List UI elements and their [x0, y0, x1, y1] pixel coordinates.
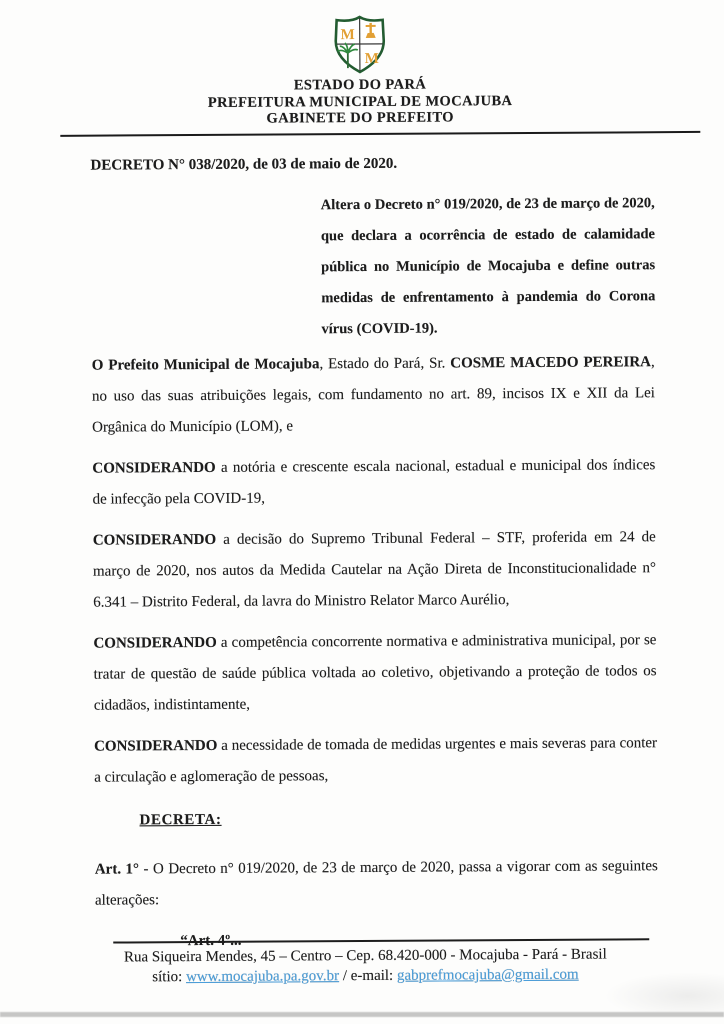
mayor-name: COSME MACEDO PEREIRA — [450, 353, 652, 371]
decree-body — [0, 132, 724, 957]
crest-monogram-right: M — [364, 50, 379, 67]
considerando-text: a necessidade de tomada de medidas urgentes e mais severas para conter a circulação e aglomeração de pessoas, — [94, 734, 658, 786]
considerando-paragraph — [93, 625, 657, 721]
header-municipality: PREFEITURA MUNICIPAL DE MOCAJUBA — [207, 92, 513, 111]
considerando-text: a competência concorrente normativa e administrativa municipal, por se tratar de questão de saúde pública voltada ao coletivo, objetivando a proteção de todos os cidadãos, indistintamente, — [93, 631, 657, 714]
article-1-paragraph — [95, 851, 658, 916]
considerando-paragraph — [93, 522, 657, 618]
considerando-paragraph — [92, 450, 655, 515]
decreta-label: DECRETA: — [139, 811, 222, 828]
article-1-text: - O Decreto n° 019/2020, de 23 de março de 2020, passa a vigorar com as seguintes alterações: — [94, 857, 658, 909]
letterhead — [0, 0, 722, 137]
crest-monogram-left: M — [340, 27, 355, 44]
site-link[interactable]: www.mocajuba.pa.gov.br — [185, 968, 340, 986]
email-label: / e-mail: — [339, 967, 398, 985]
scan-edge-artifact — [0, 1012, 724, 1017]
site-label: sítio: — [152, 969, 187, 986]
considerando-label: CONSIDERANDO — [93, 634, 217, 652]
considerando-paragraph — [94, 728, 657, 793]
considerando-label: CONSIDERANDO — [94, 737, 218, 755]
footer-address: Rua Siqueira Mendes, 45 – Centro – Cep. 68.420-000 - Mocajuba - Pará - Brasil — [123, 946, 607, 966]
preamble-mid: , Estado do Pará, Sr. — [319, 354, 451, 372]
preamble-paragraph — [92, 347, 656, 443]
considerando-text: a notória e crescente escala nacional, estadual e municipal dos índices de infecção pela COVID-19, — [92, 456, 656, 508]
scan-smudge — [604, 972, 724, 1012]
email-link[interactable]: gabprefmocajuba@gmail.com — [396, 966, 579, 984]
header-office: GABINETE DO PREFEITO — [266, 109, 454, 127]
article-1-label: Art. 1° — [94, 860, 140, 878]
preamble-mayor-title: O Prefeito Municipal de Mocajuba — [91, 355, 320, 374]
preamble-rest: , no uso das suas atribuições legais, com fundamento no art. 89, incisos IX e XII da Lei Orgânica do Município (LOM), e — [91, 353, 655, 436]
decree-summary: Altera o Decreto n° 019/2020, de 23 de março de 2020, que declara a ocorrência de estado de calamidade pública no Município de Mocajuba e define outras medidas de enfrentamento à pandemia do Corona vírus (COVID-19). — [320, 194, 656, 337]
header-state: ESTADO DO PARÁ — [293, 76, 427, 94]
considerando-label: CONSIDERANDO — [92, 531, 217, 549]
decreta-heading — [139, 802, 657, 836]
municipal-coat-of-arms — [325, 13, 395, 75]
decree-number: DECRETO N° 038/2020, de 03 de maio de 2020. — [90, 155, 398, 174]
considerando-label: CONSIDERANDO — [92, 459, 216, 477]
considerando-text: a decisão do Supremo Tribunal Federal – STF, proferida em 24 de março de 2020, nos autos da Medida Cautelar na Ação Direta de Inconstitucionalidade n° 6.341 – Distrito Federal, da lavra do Ministro Relator Marco Aurélio, — [92, 528, 657, 611]
